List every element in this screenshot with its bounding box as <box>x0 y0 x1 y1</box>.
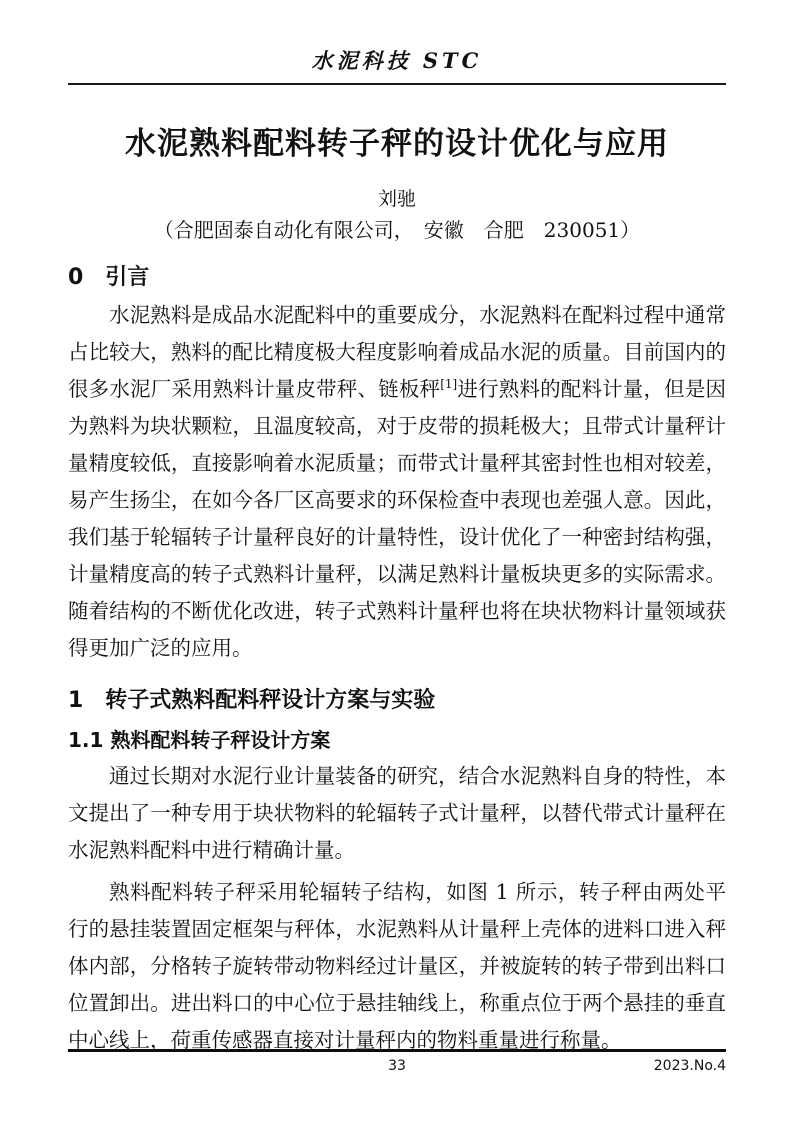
intro-paragraph-text-1: 水泥熟料是成品水泥配料中的重要成分，水泥熟料在配料过程中通常占比较大，熟料的配比精度极大程度影响着成品水泥的质量。目前国内的很多水泥厂采用熟料计量皮带秤、链板秤 <box>68 302 726 401</box>
article-affiliation: （合肥固泰自动化有限公司， 安徽 合肥 230051） <box>153 217 641 242</box>
intro-paragraph-text-2: 进行熟料的配料计量，但是因为熟料为块状颗粒，且温度较高，对于皮带的损耗极大；且带式计量秤计量精度较低，直接影响着水泥质量；而带式计量秤其密封性也相对较差，易产生扬尘，在如今各厂区高要求的环保检查中表现也差强人意。因此，我们基于轮辐转子计量秤良好的计量特性，设计优化了一种密封结构强，计量精度高的转子式熟料计量秤，以满足熟料计量板块更多的实际需求。随着结构的不断优化改进，转子式熟料计量秤也将在块状物料计量领域获得更加广泛的应用。 <box>68 376 727 660</box>
article-author: 刘驰 <box>377 187 416 210</box>
section-heading-intro: 0 引言 <box>68 264 150 290</box>
section-heading-design: 1 转子式熟料配料秤设计方案与实验 <box>68 687 436 713</box>
citation-ref-1: [1] <box>440 376 458 391</box>
design-paragraph-1: 通过长期对水泥行业计量装备的研究，结合水泥熟料自身的特性，本文提出了一种专用于块状物料的轮辐转子式计量秤，以替代带式计量秤在水泥熟料配料中进行精确计量。 <box>68 763 726 862</box>
page-footer <box>68 1049 726 1075</box>
article-title: 水泥熟料配料转子秤的设计优化与应用 <box>125 126 669 162</box>
intro-paragraph <box>68 297 726 667</box>
journal-header <box>68 48 726 85</box>
journal-name: 水泥科技 STC <box>311 48 483 73</box>
issue-label: 2023.No.4 <box>653 1058 726 1074</box>
page-number: 33 <box>388 1058 406 1074</box>
design-paragraph-2: 熟料配料转子秤采用轮辐转子结构，如图 1 所示，转子秤由两处平行的悬挂装置固定框架与秤体，水泥熟料从计量秤上壳体的进料口进入秤体内部，分格转子旋转带动物料经过计量区，并被旋转的转子带到出料口位置卸出。进出料口的中心位于悬挂轴线上，称重点位于两个悬挂的垂直中心线上，荷重传感器直接对计量秤内的物料重量进行称量。 <box>68 879 726 1052</box>
subsection-heading-design-scheme: 1.1 熟料配料转子秤设计方案 <box>68 727 331 752</box>
